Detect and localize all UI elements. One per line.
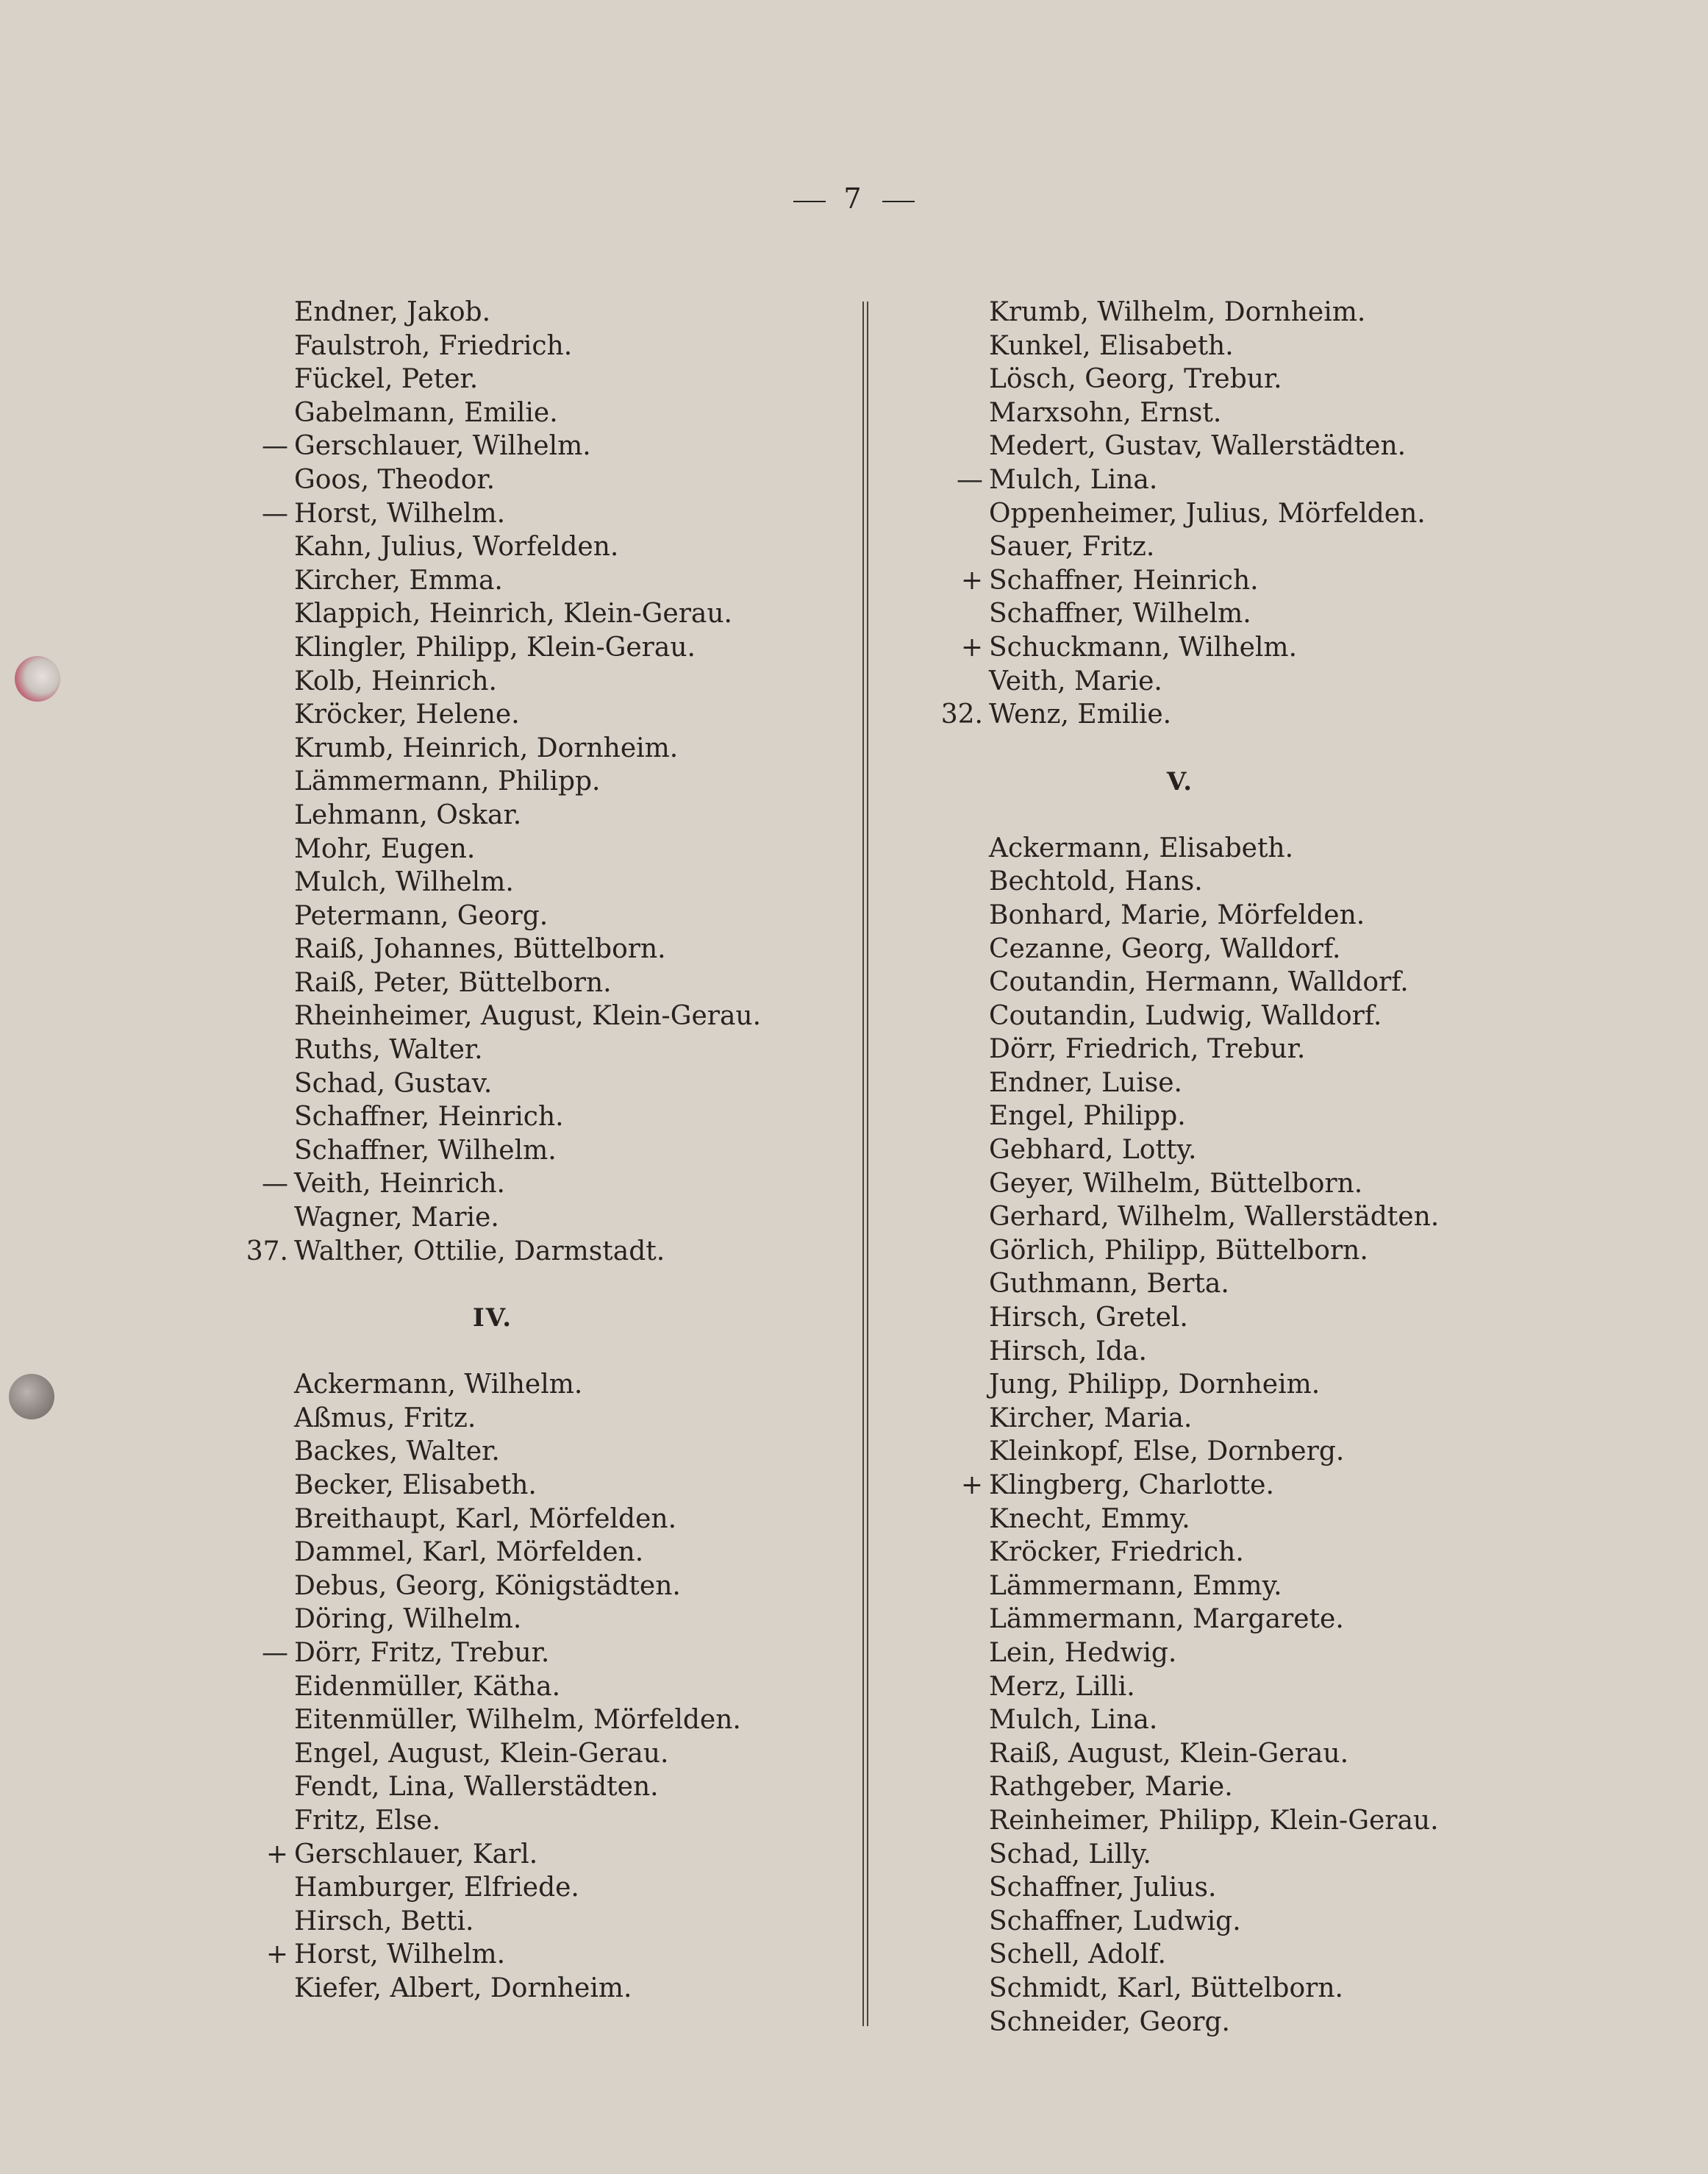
entry-name: Gebhard, Lotty.: [989, 1135, 1197, 1166]
entry-name: Lehmann, Oskar.: [294, 799, 522, 830]
list-item: [915, 832, 1577, 866]
entry-name: Wenz, Emilie.: [989, 699, 1172, 730]
entry-name: Ackermann, Wilhelm.: [294, 1369, 583, 1400]
list-item: [915, 966, 1577, 999]
entry-name: Mulch, Wilhelm.: [294, 867, 514, 898]
entry-mark: +: [960, 1470, 983, 1500]
entry-name: Schaffner, Wilhelm.: [989, 599, 1251, 630]
list-item: [915, 698, 1577, 732]
section-iv-continued-list: [915, 296, 1577, 732]
list-item: [915, 1905, 1577, 1939]
entry-name: Schuckmann, Wilhelm.: [989, 632, 1298, 663]
list-item: [221, 1201, 823, 1235]
list-item: [915, 530, 1577, 564]
entry-name: Goos, Theodor.: [294, 464, 496, 495]
list-item: [221, 1636, 823, 1670]
list-item: [221, 296, 823, 329]
list-item: [915, 430, 1577, 463]
entry-name: Kunkel, Elisabeth.: [989, 330, 1234, 361]
left-column: [221, 296, 823, 2006]
list-item: [221, 765, 823, 799]
list-item: [915, 865, 1577, 899]
entry-name: Raiß, Johannes, Büttelborn.: [294, 934, 666, 965]
list-item: [221, 1972, 823, 2006]
entry-name: Schneider, Georg.: [989, 2006, 1230, 2037]
entry-mark: —: [262, 1637, 288, 1668]
list-item: [915, 1133, 1577, 1167]
list-item: [915, 1770, 1577, 1804]
list-item: [221, 597, 823, 631]
entry-name: Veith, Heinrich.: [294, 1169, 505, 1200]
entry-name: Engel, Philipp.: [989, 1101, 1186, 1132]
list-item: [915, 1234, 1577, 1268]
entry-name: Walther, Ottilie, Darmstadt.: [294, 1236, 665, 1266]
list-item: [221, 363, 823, 396]
list-item: [915, 329, 1577, 363]
list-item: [915, 396, 1577, 430]
entry-name: Lösch, Georg, Trebur.: [989, 364, 1282, 395]
entry-name: Debus, Georg, Königstädten.: [294, 1570, 681, 1601]
entry-name: Rathgeber, Marie.: [989, 1772, 1233, 1803]
entry-name: Schad, Lilly.: [989, 1839, 1151, 1870]
entry-name: Endner, Jakob.: [294, 297, 491, 327]
list-item: [221, 999, 823, 1033]
entry-name: Schell, Adolf.: [989, 1939, 1166, 1970]
entry-name: Kleinkopf, Else, Dornberg.: [989, 1436, 1345, 1467]
entry-name: Guthmann, Berta.: [989, 1269, 1229, 1300]
list-item: [915, 1737, 1577, 1771]
entry-name: Gabelmann, Emilie.: [294, 397, 558, 428]
entry-name: Marxsohn, Ernst.: [989, 397, 1222, 428]
list-item: [221, 966, 823, 1000]
list-item: [221, 1167, 823, 1201]
punch-hole: [9, 1374, 54, 1419]
entry-name: Klingler, Philipp, Klein-Gerau.: [294, 632, 696, 663]
entry-name: Kircher, Emma.: [294, 565, 503, 596]
section-v-heading: V.: [1166, 766, 1194, 796]
dash-ornament: [882, 201, 915, 202]
entry-name: Mohr, Eugen.: [294, 833, 476, 864]
list-item: [221, 463, 823, 497]
entry-name: Gerhard, Wilhelm, Wallerstädten.: [989, 1202, 1440, 1233]
entry-name: Bechtold, Hans.: [989, 866, 1203, 897]
entry-name: Wagner, Marie.: [294, 1202, 499, 1233]
entry-name: Gerschlauer, Karl.: [294, 1839, 538, 1870]
list-item: [221, 530, 823, 564]
list-item: [221, 933, 823, 966]
list-item: [915, 1569, 1577, 1603]
entry-name: Rheinheimer, August, Klein-Gerau.: [294, 1001, 762, 1032]
list-item: [221, 396, 823, 430]
entry-name: Raiß, Peter, Büttelborn.: [294, 967, 612, 998]
entry-name: Eidenmüller, Kätha.: [294, 1671, 561, 1702]
list-item: [915, 1469, 1577, 1503]
list-item: [915, 1402, 1577, 1436]
list-item: [915, 1100, 1577, 1133]
list-item: [915, 1670, 1577, 1704]
entry-name: Fückel, Peter.: [294, 364, 479, 395]
list-item: [221, 866, 823, 899]
section-iv-heading: IV.: [472, 1303, 513, 1333]
list-item: [221, 1871, 823, 1905]
list-item: [915, 1871, 1577, 1905]
entry-mark: —: [957, 464, 983, 495]
entry-name: Dörr, Fritz, Trebur.: [294, 1637, 550, 1668]
list-item: [915, 564, 1577, 598]
entry-name: Mulch, Lina.: [989, 1705, 1158, 1736]
entry-name: Jung, Philipp, Dornheim.: [989, 1369, 1321, 1400]
list-item: [915, 1368, 1577, 1402]
entry-name: Schaffner, Julius.: [989, 1872, 1217, 1903]
list-item: [915, 296, 1577, 329]
list-item: [915, 899, 1577, 933]
entry-mark: +: [265, 1839, 288, 1870]
entry-name: Kröcker, Helene.: [294, 699, 520, 730]
entry-name: Görlich, Philipp, Büttelborn.: [989, 1235, 1368, 1266]
entry-name: Kiefer, Albert, Dornheim.: [294, 1972, 632, 2003]
entry-name: Hirsch, Gretel.: [989, 1302, 1188, 1333]
entry-name: Schmidt, Karl, Büttelborn.: [989, 1972, 1343, 2003]
list-item: [221, 1469, 823, 1503]
entry-mark: —: [262, 431, 288, 462]
entry-name: Klappich, Heinrich, Klein-Gerau.: [294, 599, 733, 630]
list-item: [221, 1100, 823, 1134]
list-item: [915, 1938, 1577, 1972]
section-iii-list: [221, 296, 823, 1268]
entry-name: Petermann, Georg.: [294, 900, 549, 931]
entry-mark: 37.: [246, 1236, 288, 1266]
entry-mark: +: [960, 565, 983, 596]
list-item: [915, 1301, 1577, 1335]
entry-name: Veith, Marie.: [989, 666, 1162, 696]
entry-name: Engel, August, Klein-Gerau.: [294, 1738, 669, 1769]
entry-mark: +: [265, 1939, 288, 1970]
entry-name: Dörr, Friedrich, Trebur.: [989, 1034, 1306, 1065]
entry-name: Lein, Hedwig.: [989, 1637, 1177, 1668]
list-item: [915, 1703, 1577, 1737]
entry-name: Coutandin, Ludwig, Walldorf.: [989, 1000, 1382, 1031]
list-item: [221, 1703, 823, 1737]
entry-name: Dammel, Karl, Mörfelden.: [294, 1537, 644, 1568]
entry-name: Breithaupt, Karl, Mörfelden.: [294, 1503, 677, 1534]
list-item: [221, 1804, 823, 1838]
list-item: [915, 1603, 1577, 1636]
punch-hole: [15, 656, 60, 702]
list-item: [221, 799, 823, 833]
dash-ornament: [793, 201, 826, 202]
entry-name: Coutandin, Hermann, Walldorf.: [989, 967, 1409, 998]
entry-name: Ruths, Walter.: [294, 1035, 483, 1066]
list-item: [915, 1033, 1577, 1066]
list-item: [221, 631, 823, 665]
entry-name: Schaffner, Heinrich.: [294, 1102, 564, 1133]
list-item: [915, 363, 1577, 396]
entry-mark: —: [262, 1169, 288, 1200]
page-number-header: [0, 182, 1708, 215]
list-item: [221, 564, 823, 598]
column-divider: [862, 302, 868, 2026]
entry-name: Lämmermann, Emmy.: [989, 1570, 1282, 1601]
list-item: [915, 1503, 1577, 1536]
list-item: [221, 833, 823, 866]
entry-name: Reinheimer, Philipp, Klein-Gerau.: [989, 1805, 1439, 1836]
entry-name: Klingberg, Charlotte.: [989, 1470, 1274, 1500]
list-item: [221, 1737, 823, 1771]
entry-name: Merz, Lilli.: [989, 1671, 1135, 1702]
entry-name: Aßmus, Fritz.: [294, 1403, 476, 1433]
entry-name: Endner, Luise.: [989, 1067, 1182, 1098]
entry-mark: 32.: [940, 699, 983, 730]
entry-name: Bonhard, Marie, Mörfelden.: [989, 899, 1365, 930]
entry-name: Geyer, Wilhelm, Büttelborn.: [989, 1168, 1363, 1199]
entry-name: Faulstroh, Friedrich.: [294, 330, 573, 361]
list-item: [915, 933, 1577, 966]
list-item: [221, 732, 823, 766]
entry-name: Krumb, Heinrich, Dornheim.: [294, 733, 679, 763]
list-item: [221, 1368, 823, 1402]
list-item: [915, 2006, 1577, 2039]
list-item: [221, 1603, 823, 1636]
entry-name: Hirsch, Ida.: [989, 1336, 1147, 1366]
entry-name: Raiß, August, Klein-Gerau.: [989, 1738, 1349, 1769]
entry-name: Schaffner, Ludwig.: [989, 1906, 1241, 1936]
section-iv-list: [221, 1368, 823, 2005]
list-item: [221, 1503, 823, 1536]
entry-name: Mulch, Lina.: [989, 464, 1158, 495]
entry-mark: —: [262, 498, 288, 529]
entry-name: Kolb, Heinrich.: [294, 666, 497, 696]
entry-name: Horst, Wilhelm.: [294, 1939, 506, 1970]
entry-name: Knecht, Emmy.: [989, 1503, 1190, 1534]
list-item: [915, 1536, 1577, 1569]
entry-name: Lämmermann, Margarete.: [989, 1604, 1344, 1635]
list-item: [221, 329, 823, 363]
list-item: [221, 899, 823, 933]
entry-name: Kröcker, Friedrich.: [989, 1537, 1244, 1568]
list-item: [221, 1670, 823, 1704]
entry-name: Backes, Walter.: [294, 1436, 500, 1467]
entry-name: Schad, Gustav.: [294, 1068, 493, 1099]
entry-name: Ackermann, Elisabeth.: [989, 833, 1294, 863]
entry-name: Lämmermann, Philipp.: [294, 766, 601, 797]
entry-name: Gerschlauer, Wilhelm.: [294, 431, 591, 462]
list-item: [915, 497, 1577, 531]
entry-name: Schaffner, Heinrich.: [989, 565, 1259, 596]
entry-name: Döring, Wilhelm.: [294, 1604, 522, 1635]
entry-name: Schaffner, Wilhelm.: [294, 1135, 557, 1166]
entry-name: Sauer, Fritz.: [989, 532, 1155, 563]
list-item: [221, 497, 823, 531]
list-item: [221, 1402, 823, 1436]
section-v-list: [915, 832, 1577, 2039]
list-item: [221, 1435, 823, 1469]
list-item: [915, 1167, 1577, 1201]
list-item: [915, 665, 1577, 699]
list-item: [221, 1067, 823, 1101]
list-item: [221, 1569, 823, 1603]
list-item: [915, 631, 1577, 665]
list-item: [915, 1636, 1577, 1670]
entry-name: Horst, Wilhelm.: [294, 498, 506, 529]
list-item: [915, 1066, 1577, 1100]
entry-name: Hirsch, Betti.: [294, 1906, 474, 1936]
list-item: [915, 463, 1577, 497]
entry-name: Kahn, Julius, Worfelden.: [294, 532, 619, 563]
list-item: [221, 1235, 823, 1269]
list-item: [221, 1838, 823, 1872]
entry-name: Becker, Elisabeth.: [294, 1470, 537, 1500]
page-number: 7: [843, 182, 865, 215]
entry-name: Fritz, Else.: [294, 1805, 441, 1836]
list-item: [221, 1938, 823, 1972]
list-item: [915, 1435, 1577, 1469]
right-column: [915, 296, 1577, 2039]
list-item: [915, 1972, 1577, 2006]
list-item: [915, 1804, 1577, 1838]
list-item: [221, 1905, 823, 1939]
list-item: [221, 1134, 823, 1168]
entry-name: Eitenmüller, Wilhelm, Mörfelden.: [294, 1705, 741, 1736]
list-item: [915, 1200, 1577, 1234]
entry-name: Krumb, Wilhelm, Dornheim.: [989, 297, 1366, 327]
entry-name: Oppenheimer, Julius, Mörfelden.: [989, 498, 1426, 529]
entry-name: Fendt, Lina, Wallerstädten.: [294, 1772, 659, 1803]
list-item: [221, 698, 823, 732]
list-item: [221, 665, 823, 699]
entry-name: Medert, Gustav, Wallerstädten.: [989, 431, 1407, 462]
list-item: [221, 1770, 823, 1804]
list-item: [915, 1838, 1577, 1872]
list-item: [221, 1536, 823, 1569]
list-item: [221, 1033, 823, 1067]
entry-mark: +: [960, 632, 983, 663]
entry-name: Hamburger, Elfriede.: [294, 1872, 579, 1903]
list-item: [915, 597, 1577, 631]
list-item: [915, 1267, 1577, 1301]
entry-name: Kircher, Maria.: [989, 1403, 1193, 1433]
list-item: [915, 1335, 1577, 1369]
list-item: [221, 430, 823, 463]
entry-name: Cezanne, Georg, Walldorf.: [989, 933, 1341, 964]
list-item: [915, 999, 1577, 1033]
